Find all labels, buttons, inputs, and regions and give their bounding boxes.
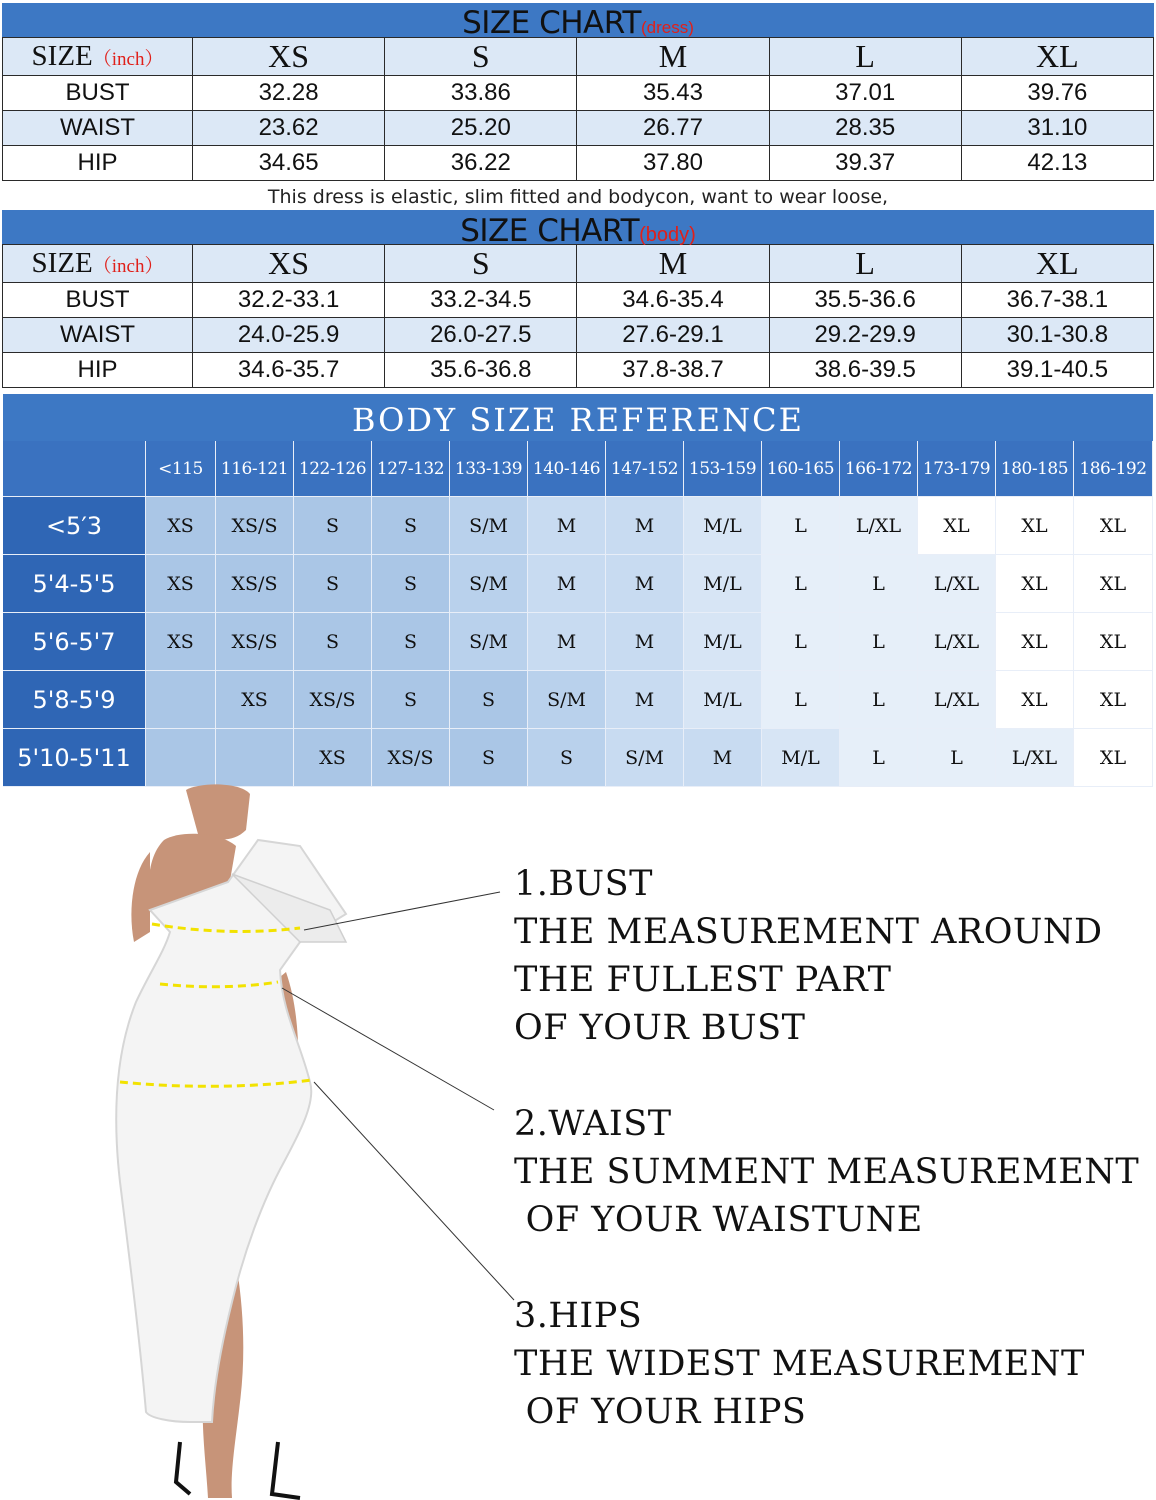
- reference-row: [3, 729, 1153, 787]
- size-cell: XS/S: [216, 497, 294, 555]
- table-cell: 38.6-39.5: [769, 353, 961, 388]
- weight-header: 140-146: [528, 441, 606, 497]
- size-cell: M: [606, 671, 684, 729]
- table-cell: 34.6-35.7: [193, 353, 385, 388]
- size-cell: XL: [996, 671, 1074, 729]
- body-size-chart: [2, 210, 1154, 388]
- table-cell: 33.2-34.5: [385, 283, 577, 318]
- size-cell: [146, 671, 216, 729]
- hips-measurement-text: 3.HIPS THE WIDEST MEASUREMENT OF YOUR HIPS: [514, 1296, 1085, 1432]
- size-cell: L: [762, 497, 840, 555]
- size-cell: XS/S: [216, 555, 294, 613]
- size-column-header: M: [577, 38, 769, 76]
- weight-header: 160-165: [762, 441, 840, 497]
- height-label: 5'8-5'9: [3, 671, 146, 729]
- size-cell: XS: [146, 555, 216, 613]
- table-cell: 32.2-33.1: [193, 283, 385, 318]
- dress-chart-title-band: [2, 3, 1154, 41]
- table-row: [3, 146, 1154, 181]
- bust-measurement-text: 1.BUST THE MEASUREMENT AROUND THE FULLEST PART OF YOUR BUST: [514, 864, 1103, 1048]
- height-label: <5′3: [3, 497, 146, 555]
- row-label: WAIST: [3, 111, 193, 146]
- size-cell: S: [294, 613, 372, 671]
- table-cell: 39.76: [961, 76, 1153, 111]
- size-cell: XS: [146, 497, 216, 555]
- weight-header: 116-121: [216, 441, 294, 497]
- table-row: [3, 283, 1154, 318]
- size-cell: XS: [294, 729, 372, 787]
- size-cell: M: [606, 497, 684, 555]
- size-cell: L/XL: [840, 497, 918, 555]
- table-cell: 30.1-30.8: [961, 318, 1153, 353]
- size-cell: [146, 729, 216, 787]
- row-label: BUST: [3, 283, 193, 318]
- corner-cell: [3, 441, 146, 497]
- table-row: [3, 76, 1154, 111]
- size-cell: XS/S: [294, 671, 372, 729]
- size-column-header: XL: [961, 38, 1153, 76]
- size-cell: XL: [1074, 671, 1153, 729]
- weight-header: 166-172: [840, 441, 918, 497]
- size-cell: L: [762, 671, 840, 729]
- height-label: 5'4-5'5: [3, 555, 146, 613]
- size-cell: L: [918, 729, 996, 787]
- dress-header-row: [3, 38, 1154, 76]
- reference-row: [3, 555, 1153, 613]
- weight-header: 147-152: [606, 441, 684, 497]
- size-cell: XS/S: [216, 613, 294, 671]
- weight-header: 180-185: [996, 441, 1074, 497]
- weight-header: 153-159: [684, 441, 762, 497]
- size-cell: L: [840, 613, 918, 671]
- table-cell: 29.2-29.9: [769, 318, 961, 353]
- size-cell: L: [840, 671, 918, 729]
- table-row: [3, 111, 1154, 146]
- size-cell: L: [840, 555, 918, 613]
- size-header-cell: [3, 38, 193, 76]
- table-cell: 34.6-35.4: [577, 283, 769, 318]
- size-cell: [216, 729, 294, 787]
- reference-table: [3, 441, 1153, 787]
- size-cell: S/M: [606, 729, 684, 787]
- size-cell: S/M: [450, 555, 528, 613]
- size-cell: S: [528, 729, 606, 787]
- body-size-table: [2, 244, 1154, 388]
- size-cell: XS: [146, 613, 216, 671]
- weight-header: <115: [146, 441, 216, 497]
- size-column-header: M: [577, 245, 769, 283]
- row-label: HIP: [3, 146, 193, 181]
- measurement-guide: [0, 782, 1156, 1500]
- table-cell: 32.28: [193, 76, 385, 111]
- size-cell: M: [528, 613, 606, 671]
- table-cell: 35.5-36.6: [769, 283, 961, 318]
- weight-header-row: [3, 441, 1153, 497]
- size-header-cell: [3, 245, 193, 283]
- waist-measurement-text: 2.WAIST THE SUMMENT MEASUREMENT OF YOUR WAISTUNE: [514, 1104, 1140, 1240]
- dress-size-table: [2, 37, 1154, 181]
- size-cell: XL: [1074, 613, 1153, 671]
- sandals: [176, 1442, 300, 1498]
- weight-header: 133-139: [450, 441, 528, 497]
- weight-header: 186-192: [1074, 441, 1153, 497]
- size-cell: L: [840, 729, 918, 787]
- height-label: 5'6-5'7: [3, 613, 146, 671]
- size-cell: S: [450, 729, 528, 787]
- table-cell: 37.80: [577, 146, 769, 181]
- size-cell: XL: [996, 497, 1074, 555]
- size-cell: M/L: [684, 555, 762, 613]
- dress-chart-title-suffix: (dress): [640, 18, 694, 37]
- table-cell: 31.10: [961, 111, 1153, 146]
- weight-header: 127-132: [372, 441, 450, 497]
- table-cell: 37.8-38.7: [577, 353, 769, 388]
- table-cell: 25.20: [385, 111, 577, 146]
- size-cell: XS/S: [372, 729, 450, 787]
- size-column-header: XS: [193, 245, 385, 283]
- table-cell: 37.01: [769, 76, 961, 111]
- size-cell: XL: [918, 497, 996, 555]
- body-chart-title-band: [2, 210, 1154, 249]
- size-cell: M: [606, 555, 684, 613]
- dress-size-chart: [2, 3, 1154, 181]
- table-cell: 39.37: [769, 146, 961, 181]
- size-label: SIZE: [31, 247, 93, 279]
- size-cell: S: [372, 613, 450, 671]
- size-cell: S/M: [528, 671, 606, 729]
- size-cell: S: [372, 671, 450, 729]
- weight-header: 173-179: [918, 441, 996, 497]
- row-label: WAIST: [3, 318, 193, 353]
- body-chart-title-suffix: (body): [639, 224, 696, 246]
- size-cell: M: [528, 497, 606, 555]
- dress-chart-title: SIZE CHART: [462, 5, 641, 41]
- size-cell: M: [528, 555, 606, 613]
- table-row: [3, 318, 1154, 353]
- table-cell: 28.35: [769, 111, 961, 146]
- size-cell: S: [294, 497, 372, 555]
- size-cell: L/XL: [918, 613, 996, 671]
- size-label: SIZE: [31, 40, 93, 72]
- pointer-lines: [282, 892, 514, 1300]
- size-cell: L/XL: [918, 671, 996, 729]
- size-column-header: XS: [193, 38, 385, 76]
- size-cell: XL: [996, 555, 1074, 613]
- table-cell: 36.22: [385, 146, 577, 181]
- table-cell: 26.77: [577, 111, 769, 146]
- unit-label: （inch）: [92, 49, 164, 70]
- reference-row: [3, 671, 1153, 729]
- size-cell: XL: [1074, 497, 1153, 555]
- size-cell: L: [762, 613, 840, 671]
- table-cell: 33.86: [385, 76, 577, 111]
- size-cell: M/L: [684, 671, 762, 729]
- table-cell: 26.0-27.5: [385, 318, 577, 353]
- table-cell: 24.0-25.9: [193, 318, 385, 353]
- fit-note: This dress is elastic, slim fitted and bodycon, want to wear loose,: [267, 186, 889, 208]
- size-column-header: S: [385, 245, 577, 283]
- body-size-reference: [3, 394, 1153, 787]
- size-cell: S: [372, 555, 450, 613]
- size-column-header: XL: [961, 245, 1153, 283]
- size-cell: S: [450, 671, 528, 729]
- unit-label: （inch）: [92, 256, 164, 277]
- table-cell: 23.62: [193, 111, 385, 146]
- table-row: [3, 353, 1154, 388]
- size-cell: S: [294, 555, 372, 613]
- size-cell: S/M: [450, 497, 528, 555]
- table-cell: 36.7-38.1: [961, 283, 1153, 318]
- weight-header: 122-126: [294, 441, 372, 497]
- size-cell: M: [684, 729, 762, 787]
- size-cell: M/L: [684, 613, 762, 671]
- size-cell: XL: [1074, 555, 1153, 613]
- size-cell: L: [762, 555, 840, 613]
- row-label: HIP: [3, 353, 193, 388]
- row-label: BUST: [3, 76, 193, 111]
- body-chart-title: SIZE CHART: [460, 213, 640, 249]
- size-cell: XL: [1074, 729, 1153, 787]
- size-cell: XL: [996, 613, 1074, 671]
- size-cell: L/XL: [996, 729, 1074, 787]
- reference-title: BODY SIZE REFERENCE: [3, 394, 1153, 441]
- size-column-header: L: [769, 245, 961, 283]
- table-cell: 34.65: [193, 146, 385, 181]
- reference-row: [3, 497, 1153, 555]
- size-cell: S/M: [450, 613, 528, 671]
- size-cell: S: [372, 497, 450, 555]
- size-cell: M/L: [762, 729, 840, 787]
- body-header-row: [3, 245, 1154, 283]
- table-cell: 35.6-36.8: [385, 353, 577, 388]
- table-cell: 39.1-40.5: [961, 353, 1153, 388]
- height-label: 5'10-5'11: [3, 729, 146, 787]
- table-cell: 27.6-29.1: [577, 318, 769, 353]
- size-cell: M/L: [684, 497, 762, 555]
- size-cell: M: [606, 613, 684, 671]
- table-cell: 42.13: [961, 146, 1153, 181]
- size-cell: L/XL: [918, 555, 996, 613]
- size-cell: XS: [216, 671, 294, 729]
- size-column-header: L: [769, 38, 961, 76]
- table-cell: 35.43: [577, 76, 769, 111]
- reference-row: [3, 613, 1153, 671]
- size-column-header: S: [385, 38, 577, 76]
